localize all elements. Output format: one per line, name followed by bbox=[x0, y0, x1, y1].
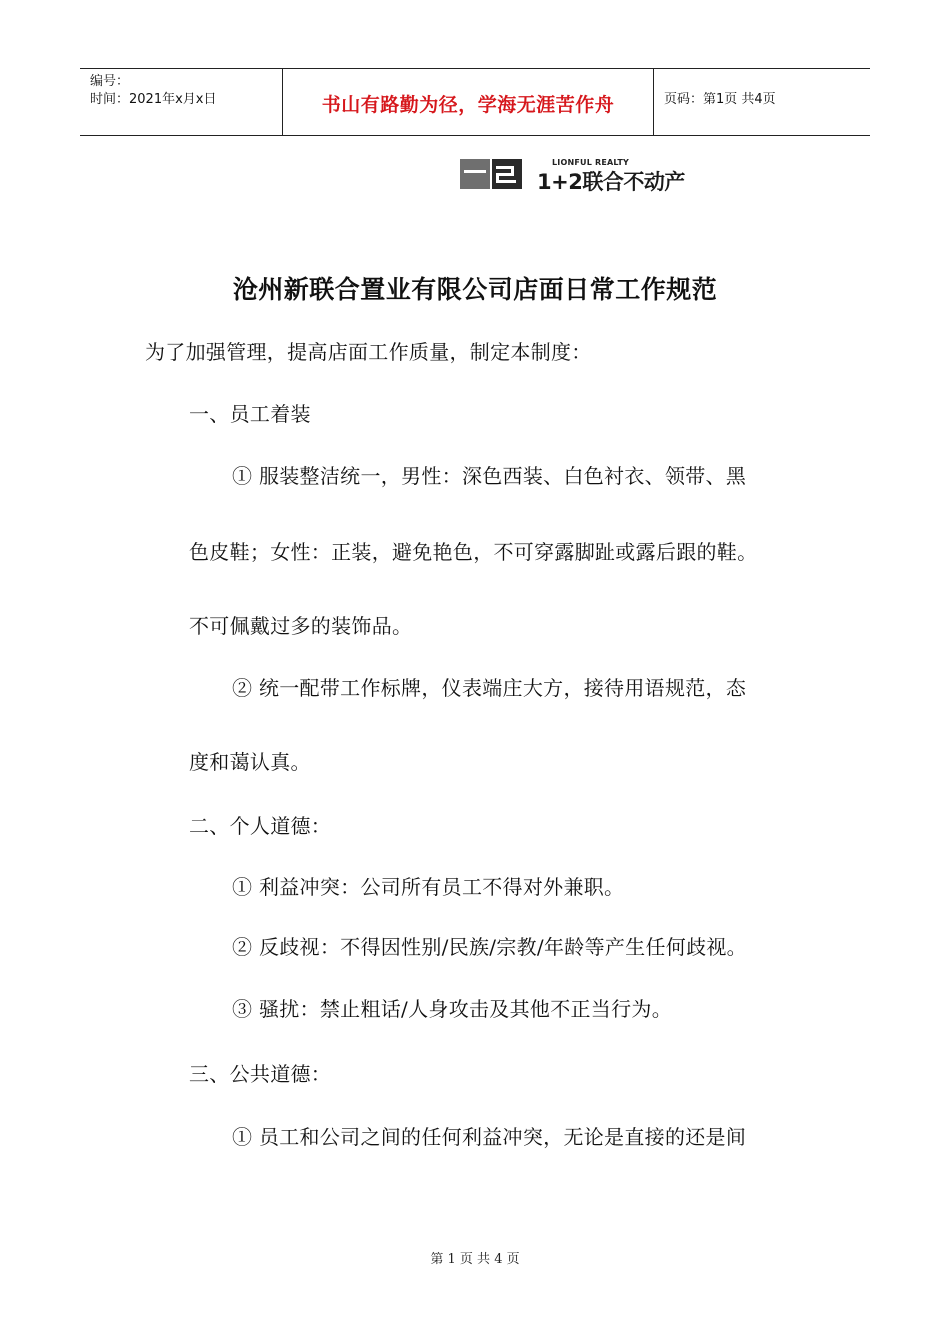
page-footer: 第 1 页 共 4 页 bbox=[430, 1252, 520, 1267]
page-info: 页码：第1页 共4页 bbox=[664, 92, 776, 107]
date-label: 时间：2021年x月x日 bbox=[90, 92, 217, 107]
company-logo bbox=[460, 155, 720, 195]
paragraph-line: 不可佩戴过多的装饰品。 bbox=[189, 614, 413, 638]
section-heading: 二、个人道德： bbox=[189, 814, 332, 838]
paragraph-line: 度和蔼认真。 bbox=[189, 750, 311, 774]
list-item: ① 员工和公司之间的任何利益冲突，无论是直接的还是间 bbox=[232, 1125, 747, 1149]
intro-paragraph: 为了加强管理，提高店面工作质量，制定本制度： bbox=[145, 340, 592, 364]
paragraph-line: ① 服装整洁统一，男性：深色西装、白色衬衣、领带、黑 bbox=[232, 464, 747, 488]
header-table bbox=[80, 68, 870, 136]
document-title: 沧州新联合置业有限公司店面日常工作规范 bbox=[232, 275, 718, 304]
header-center-cell bbox=[282, 69, 654, 135]
header-left-cell bbox=[80, 69, 282, 135]
brand-cn: 1+2联合不动产 bbox=[537, 170, 685, 194]
paragraph-line: ② 统一配带工作标牌，仪表端庄大方，接待用语规范，态 bbox=[232, 676, 747, 700]
header-right-cell bbox=[654, 69, 870, 135]
paragraph-line: 色皮鞋；女性：正装，避免艳色，不可穿露脚趾或露后跟的鞋。 bbox=[189, 540, 758, 564]
section-heading: 一、员工着装 bbox=[189, 402, 311, 426]
serial-label: 编号： bbox=[90, 74, 130, 89]
motto-text: 书山有路勤为径，学海无涯苦作舟 bbox=[321, 94, 615, 116]
list-item: ① 利益冲突：公司所有员工不得对外兼职。 bbox=[232, 875, 625, 899]
section-heading: 三、公共道德： bbox=[189, 1062, 332, 1086]
list-item: ③ 骚扰：禁止粗话/人身攻击及其他不正当行为。 bbox=[232, 997, 672, 1021]
logo-mark-icon bbox=[460, 157, 524, 191]
brand-en: LIONFUL REALTY bbox=[552, 158, 630, 167]
list-item: ② 反歧视：不得因性别/民族/宗教/年龄等产生任何歧视。 bbox=[232, 935, 747, 959]
